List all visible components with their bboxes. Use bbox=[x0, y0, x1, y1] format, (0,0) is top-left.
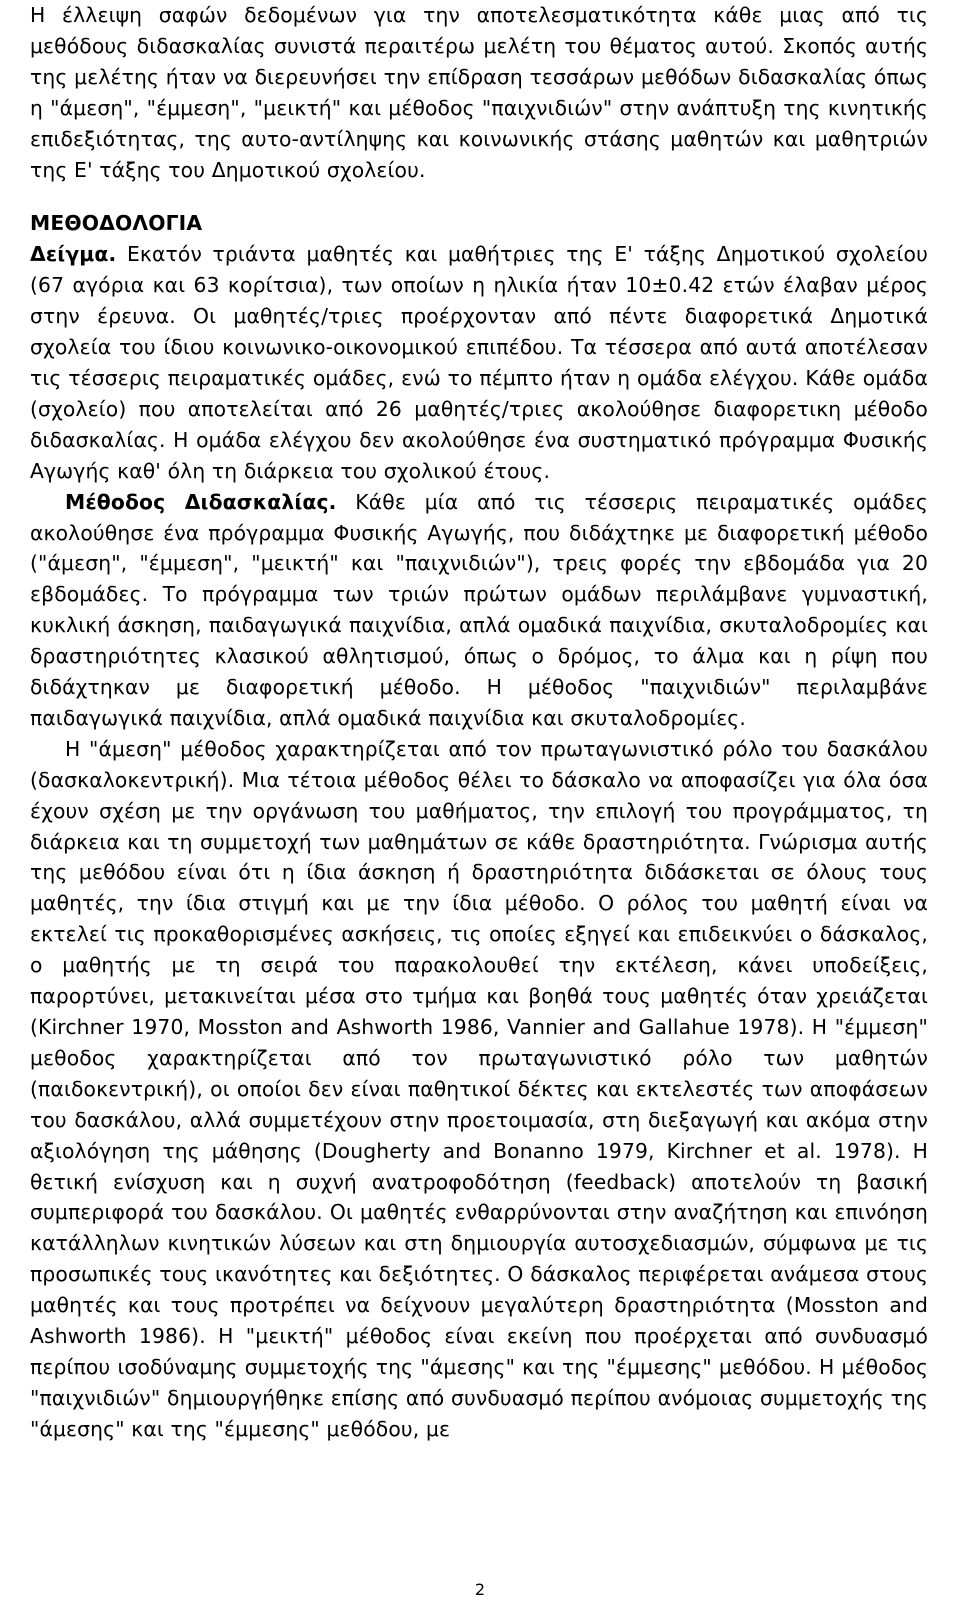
methods-paragraph: Η "άμεση" μέθοδος χαρακτηρίζεται από τον πρωταγωνιστικό ρόλο του δασκάλου (δασκαλοκεντρική). Μια τέτοια μέθοδος θέλει το δάσκαλο να αποφασίζει για όλα όσα έχουν σχέση με την οργάνωση του μαθήματος, την επιλογή του προγράμματος, τη διάρκεια και τη συμμετοχή των μαθημάτων σε κάθε δραστηριότητα. Γνώρισμα αυτής της μεθόδου είναι ότι η ίδια άσκηση ή δραστηριότητα διδάσκεται σε όλους τους μαθητές, την ίδια στιγμή και με την ίδια μέθοδο. Ο ρόλος του μαθητή είναι να εκτελεί τις προκαθορισμένες ασκήσεις, τις οποίες εξηγεί και επιδεικνύει ο δάσκαλος, ο μαθητής με τη σειρά του παρακολουθεί την εκτέλεση, κάνει υποδείξεις, παρορτύνει, μετακινείται μέσα στο τμήμα και βοηθά τους μαθητές όταν χρειάζεται (Kirchner 1970, Mosston and Ashworth 1986, Vannier and Gallahue 1978). Η "έμμεση" μεθοδος χαρακτηρίζεται από τον πρωταγωνιστικό ρόλο των μαθητών (παιδοκεντρική), οι οποίοι δεν είναι παθητικοί δέκτες και εκτελεστές των αποφάσεων του δασκάλου, αλλά συμμετέχουν στην προετοιμασία, στη διεξαγωγή και ακόμα στην αξιολόγηση της μάθησης (Dougherty and Bonanno 1979, Kirchner et al. 1978). Η θετική ενίσχυση και η συχνή ανατροφοδότηση (feedback) αποτελούν τη βασική συμπεριφορά του δασκάλου. Οι μαθητές ενθαρρύνονται στην αναζήτηση και επινόηση κατάλληλων κινητικών λύσεων και στη δημιουργία αυτοσχεδιασμών, σύμφωνα με τις προσωπικές τους ικανότητες και δεξιότητες. Ο δάσκαλος περιφέρεται ανάμεσα στους μαθητές και τους προτρέπει να δείχνουν μεγαλύτερη δραστηριότητα (Mosston and Ashworth 1986). Η "μεικτή" μέθοδος είναι εκείνη που προέρχεται από συνδυασμό περίπου ισοδύναμης συμμετοχής της "άμεσης" και της "έμμεσης" μεθόδου. Η μέθοδος "παιχνιδιών" δημιουργήθηκε επίσης από συνδυασμό περίπου ανόμοιας συμμετοχής της "άμεσης" και της "έμμεσης" μεθόδου, με bbox=[30, 736, 928, 1441]
teaching-method-text: Κάθε μία από τις τέσσερις πειραματικές ομάδες ακολούθησε ένα πρόγραμμα Φυσικής Αγωγής, που διδάχτηκε με διαφορετική μέθοδο ("άμεση", "έμμεση", "μεικτή" και "παιχνιδιών"), τρεις φορές την εβδομάδα για 20 εβδομάδες. Το πρόγραμμα των τριών πρώτων ομάδων περιλάμβανε γυμναστική, κυκλική άσκηση, παιδαγωγικά παιχνίδια, απλά ομαδικά παιχνίδια, σκυταλοδρομίες και δραστηριότητες κλασικού αθλητισμού, όπως ο δρόμος, το άλμα και η ρίψη που διδάχτηκαν με διαφορετική μέθοδο. Η μέθοδος "παιχνιδιών" περιλαμβάνε παιδαγωγικά παιχνίδια, απλά ομαδικά παιχνίδια και σκυταλοδρομίες. bbox=[30, 489, 928, 730]
sample-label: Δείγμα. bbox=[30, 242, 117, 267]
section-heading: ΜΕΘΟΔΟΛΟΓΙΑ bbox=[30, 211, 203, 236]
page-number: 2 bbox=[474, 1580, 486, 1599]
intro-paragraph: Η έλλειψη σαφών δεδομένων για την αποτελεσματικότητα κάθε μιας από τις μεθόδους διδασκαλίας συνιστά περαιτέρω μελέτη του θέματος αυτού. Σκοπός αυτής της μελέτης ήταν να διερευνήσει την επίδραση τεσσάρων μεθόδων διδασκαλίας όπως η "άμεση", "έμμεση", "μεικτή" και μέθοδος "παιχνιδιών" στην ανάπτυξη της κινητικής επιδεξιότητας, της αυτο-αντίληψης και κοινωνικής στάσης μαθητών και μαθητριών της Ε' τάξης του Δημοτικού σχολείου. bbox=[30, 3, 928, 182]
document-page bbox=[30, 0, 928, 1445]
sample-paragraph bbox=[30, 239, 928, 486]
teaching-method-paragraph bbox=[30, 487, 928, 734]
teaching-method-label: Μέθοδος Διδασκαλίας. bbox=[65, 489, 337, 514]
sample-text: Εκατόν τριάντα μαθητές και μαθήτριες της Ε' τάξης Δημοτικού σχολείου (67 αγόρια και 63 κορίτσια), των οποίων η ηλικία ήταν 10±0.42 ετών έλαβαν μέρος στην έρευνα. Οι μαθητές/τριες προέρχονταν από πέντε διαφορετικά Δημοτικά σχολεία του ίδιου κοινωνικο-οικονομικού επιπέδου. Τα τέσσερα από αυτά αποτέλεσαν τις τέσσερις πειραματικές ομάδες, ενώ το πέμπτο ήταν η ομάδα ελέγχου. Κάθε ομάδα (σχολείο) που αποτελείται από 26 μαθητές/τριες ακολούθησε διαφορετικη μέθοδο διδασκαλίας. Η ομάδα ελέγχου δεν ακολούθησε ένα συστηματικό πρόγραμμα Φυσικής Αγωγής καθ' όλη τη διάρκεια του σχολικού έτους. bbox=[30, 242, 928, 483]
